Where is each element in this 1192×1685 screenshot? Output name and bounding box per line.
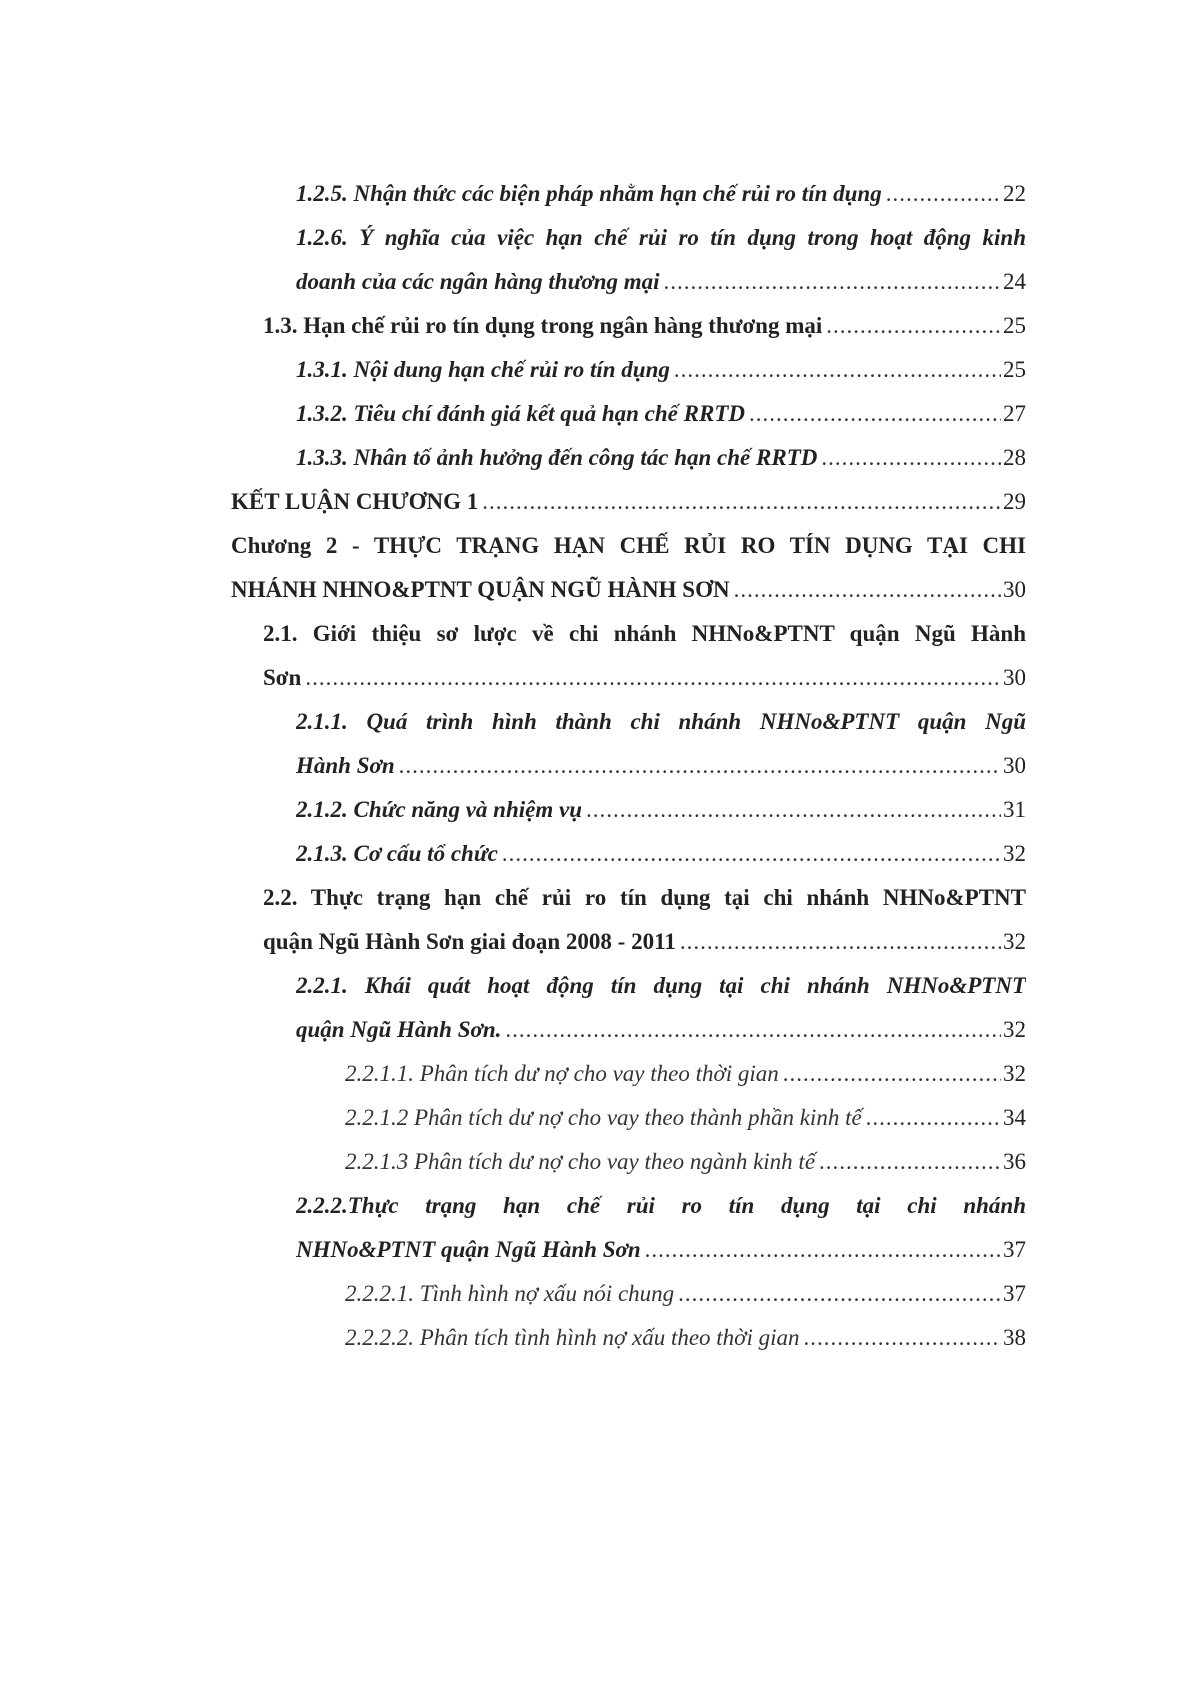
toc-entry-title: NHNo&PTNT quận Ngũ Hành Sơn — [296, 1237, 641, 1262]
toc-entry-title: 1.2.5. Nhận thức các biện pháp nhằm hạn chế rủi ro tín dụng — [296, 181, 882, 206]
toc-entry[interactable] — [263, 304, 1026, 348]
dot-leader — [749, 392, 1001, 436]
toc-entry-title: Sơn — [263, 665, 302, 690]
dot-leader — [482, 480, 1001, 524]
toc-entry[interactable] — [296, 392, 1026, 436]
dot-leader — [399, 744, 1001, 788]
toc-entry-title: Hành Sơn — [296, 753, 395, 778]
dot-leader — [502, 832, 1001, 876]
dot-leader — [680, 920, 1001, 964]
toc-entry[interactable] — [296, 216, 1026, 304]
toc-entry-title-line: 2.2.2.Thực trạng hạn chế rủi ro tín dụng tại chi nhánh — [296, 1193, 1026, 1218]
toc-entry-title: 2.2.1.3 Phân tích dư nợ cho vay theo ngành kinh tế — [345, 1149, 816, 1174]
toc-entry-title: 2.2.2.2. Phân tích tình hình nợ xấu theo thời gian — [345, 1325, 800, 1350]
dot-leader — [866, 1096, 1001, 1140]
toc-entry-title: NHÁNH NHNO&PTNT QUẬN NGŨ HÀNH SƠN — [231, 577, 730, 602]
toc-page-number: 32 — [1003, 929, 1026, 954]
toc-entry[interactable] — [345, 1316, 1026, 1360]
toc-entry-title: quận Ngũ Hành Sơn giai đoạn 2008 - 2011 — [263, 929, 676, 954]
toc-entry-title: 1.3. Hạn chế rủi ro tín dụng trong ngân hàng thương mại — [263, 313, 823, 338]
toc-page-number: 32 — [1003, 1017, 1026, 1042]
toc-page-number: 28 — [1003, 445, 1026, 470]
toc-page-number: 30 — [1003, 577, 1026, 602]
table-of-contents — [0, 172, 1192, 1360]
dot-leader — [586, 788, 1001, 832]
toc-entry-title-line: 1.2.6. Ý nghĩa của việc hạn chế rủi ro tín dụng trong hoạt động kinh — [296, 225, 1026, 250]
toc-page-number: 31 — [1003, 797, 1026, 822]
toc-entry[interactable] — [296, 1184, 1026, 1272]
dot-leader — [674, 348, 1001, 392]
toc-entry-title: quận Ngũ Hành Sơn. — [296, 1017, 502, 1042]
dot-leader — [305, 656, 1001, 700]
toc-entry[interactable] — [345, 1096, 1026, 1140]
dot-leader — [826, 304, 1001, 348]
dot-leader — [664, 260, 1001, 304]
toc-entry-title-line: 2.2. Thực trạng hạn chế rủi ro tín dụng tại chi nhánh NHNo&PTNT — [263, 885, 1026, 910]
toc-page-number: 32 — [1003, 1061, 1026, 1086]
toc-page-number: 29 — [1003, 489, 1026, 514]
dot-leader — [783, 1052, 1001, 1096]
dot-leader — [734, 568, 1001, 612]
toc-entry-title: 1.3.3. Nhân tố ảnh hưởng đến công tác hạn chế RRTD — [296, 445, 818, 470]
dot-leader — [886, 172, 1001, 216]
toc-page-number: 27 — [1003, 401, 1026, 426]
toc-page-number: 37 — [1003, 1237, 1026, 1262]
toc-entry[interactable] — [231, 480, 1026, 524]
toc-entry-title: 2.1.3. Cơ cấu tổ chức — [296, 841, 498, 866]
toc-entry-title: 2.2.1.1. Phân tích dư nợ cho vay theo thời gian — [345, 1061, 779, 1086]
toc-entry-title: 1.3.2. Tiêu chí đánh giá kết quả hạn chế RRTD — [296, 401, 745, 426]
toc-page-number: 38 — [1003, 1325, 1026, 1350]
toc-entry-title: 1.3.1. Nội dung hạn chế rủi ro tín dụng — [296, 357, 670, 382]
toc-entry[interactable] — [296, 964, 1026, 1052]
toc-entry-title-line: Chương 2 - THỰC TRẠNG HẠN CHẾ RỦI RO TÍN DỤNG TẠI CHI — [231, 533, 1026, 558]
toc-entry[interactable] — [296, 436, 1026, 480]
dot-leader — [678, 1272, 1001, 1316]
toc-entry[interactable] — [345, 1052, 1026, 1096]
toc-entry-title: 2.1.2. Chức năng và nhiệm vụ — [296, 797, 582, 822]
toc-entry-title: doanh của các ngân hàng thương mại — [296, 269, 660, 294]
dot-leader — [821, 436, 1001, 480]
toc-entry[interactable] — [296, 348, 1026, 392]
toc-entry-title: 2.2.1.2 Phân tích dư nợ cho vay theo thành phần kinh tế — [345, 1105, 862, 1130]
toc-page-number: 36 — [1003, 1149, 1026, 1174]
dot-leader — [645, 1228, 1001, 1272]
toc-page-number: 24 — [1003, 269, 1026, 294]
toc-entry[interactable] — [345, 1272, 1026, 1316]
toc-entry-title-line: 2.2.1. Khái quát hoạt động tín dụng tại chi nhánh NHNo&PTNT — [296, 973, 1026, 998]
toc-entry[interactable] — [263, 876, 1026, 964]
toc-entry-title: KẾT LUẬN CHƯƠNG 1 — [231, 489, 479, 514]
dot-leader — [804, 1316, 1002, 1360]
toc-page-number: 25 — [1003, 313, 1026, 338]
toc-page-number: 34 — [1003, 1105, 1026, 1130]
toc-page-number: 32 — [1003, 841, 1026, 866]
toc-page-number: 30 — [1003, 665, 1026, 690]
toc-entry[interactable] — [231, 524, 1026, 612]
toc-page-number: 30 — [1003, 753, 1026, 778]
toc-page-number: 37 — [1003, 1281, 1026, 1306]
toc-entry[interactable] — [296, 788, 1026, 832]
toc-entry[interactable] — [345, 1140, 1026, 1184]
toc-entry[interactable] — [296, 700, 1026, 788]
toc-entry-title-line: 2.1. Giới thiệu sơ lược về chi nhánh NHNo&PTNT quận Ngũ Hành — [263, 621, 1026, 646]
toc-entry[interactable] — [296, 832, 1026, 876]
toc-entry-title: 2.2.2.1. Tình hình nợ xấu nói chung — [345, 1281, 675, 1306]
toc-entry[interactable] — [263, 612, 1026, 700]
toc-entry-title-line: 2.1.1. Quá trình hình thành chi nhánh NHNo&PTNT quận Ngũ — [296, 709, 1026, 734]
dot-leader — [505, 1008, 1001, 1052]
dot-leader — [819, 1140, 1001, 1184]
toc-page-number: 25 — [1003, 357, 1026, 382]
toc-page-number: 22 — [1003, 181, 1026, 206]
toc-entry[interactable] — [296, 172, 1026, 216]
